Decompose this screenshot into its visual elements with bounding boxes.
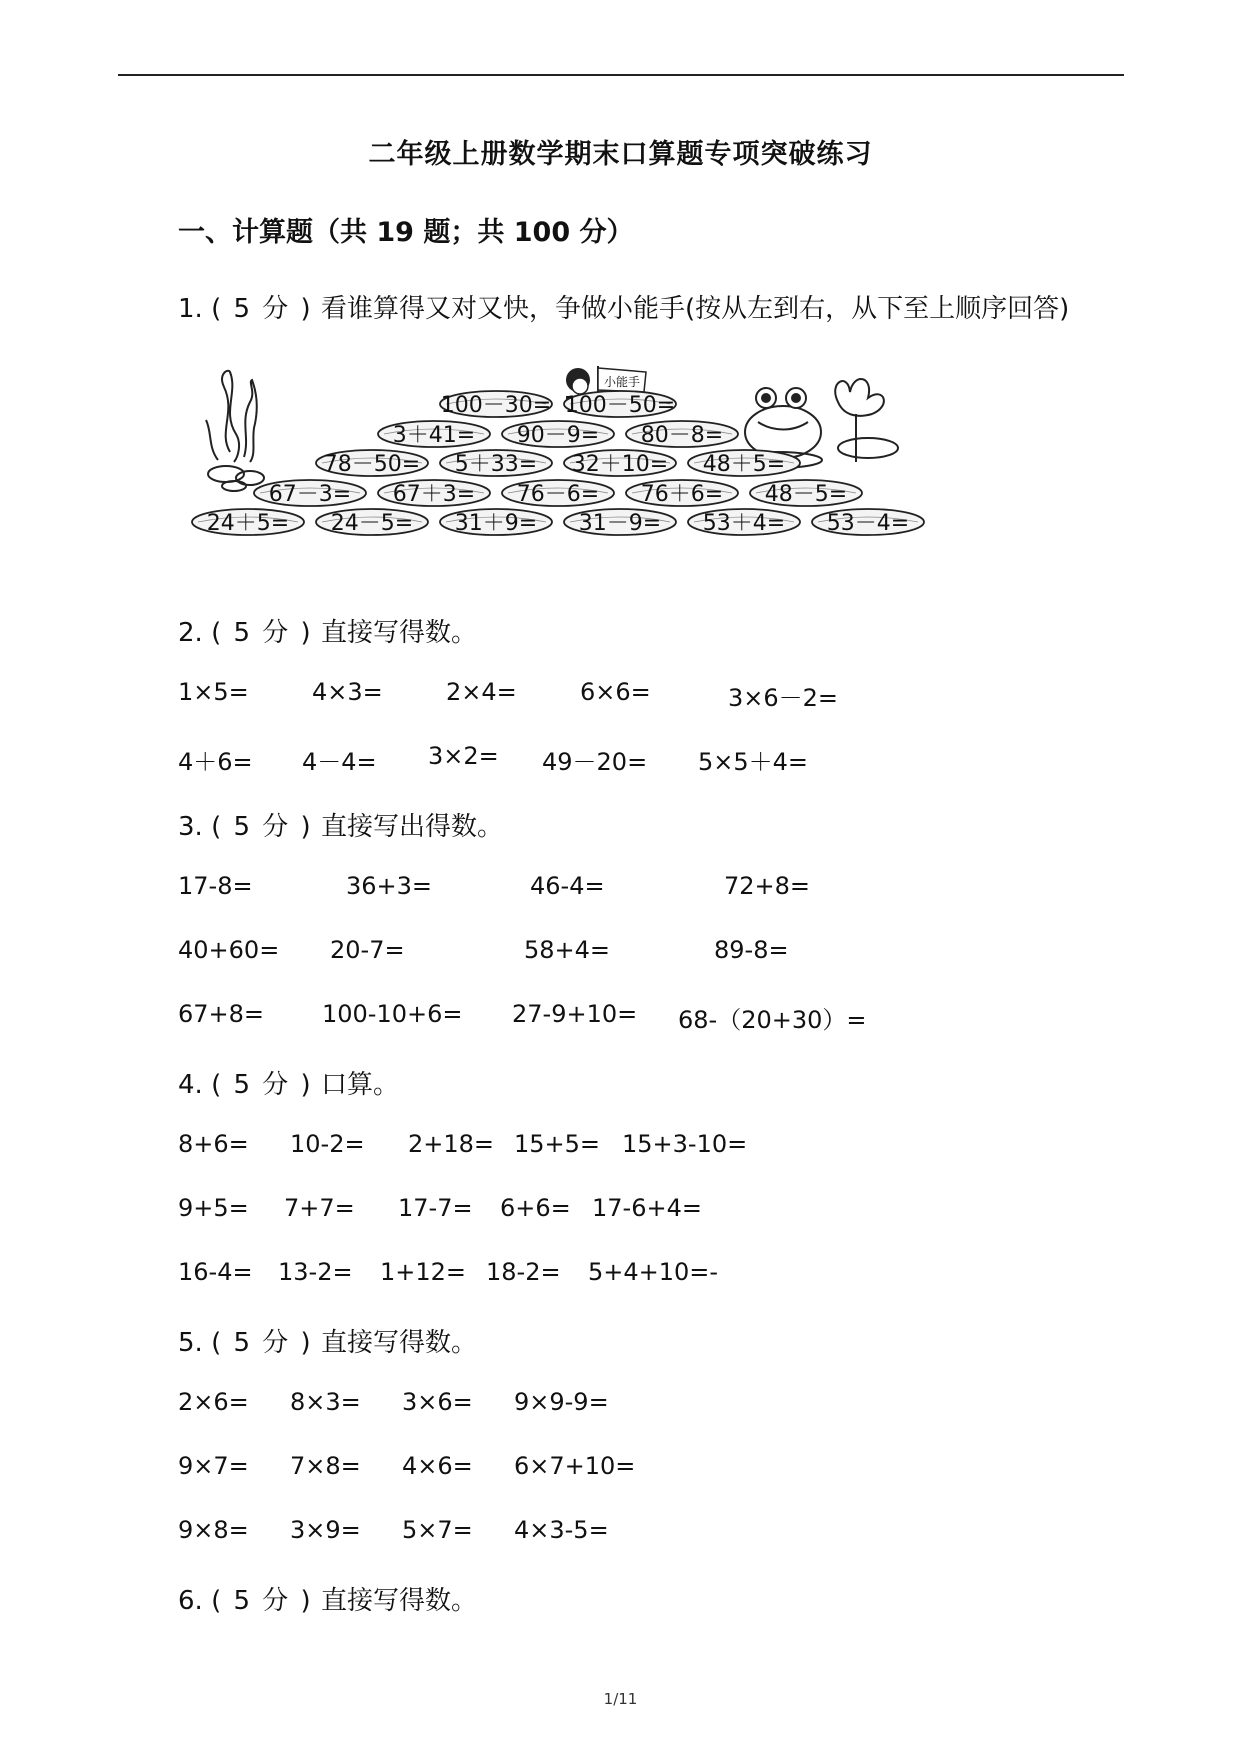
leaf-problem <box>688 450 800 477</box>
leaf-problem <box>378 421 490 448</box>
problem: 4－4= <box>302 748 377 776</box>
leaf-problem-text: 24－5= <box>330 511 414 536</box>
leaf-problem-text: 32＋10= <box>571 452 669 477</box>
question-score: ( 5 分 ) <box>211 618 313 648</box>
problem: 4×6= <box>402 1452 473 1480</box>
problem: 36+3= <box>346 872 433 900</box>
leaf-problem <box>440 391 552 418</box>
problem: 13-2= <box>278 1258 353 1286</box>
problem: 40+60= <box>178 936 280 964</box>
leaf-problem <box>564 391 676 418</box>
problem-row <box>0 1130 1241 1166</box>
problem: 1+12= <box>380 1258 467 1286</box>
question-text: 直接写得数。 <box>320 618 477 648</box>
leaf-problem <box>254 480 366 507</box>
question-number: 2. <box>178 618 203 648</box>
leaf-pyramid-illustration <box>178 362 938 580</box>
question-number: 1. <box>178 294 203 324</box>
problem-row <box>0 936 1241 972</box>
question-4 <box>178 1064 399 1101</box>
leaf-problem-text: 31＋9= <box>454 511 538 536</box>
leaf-problem <box>812 509 924 536</box>
leaf-problem-text: 48＋5= <box>702 452 786 477</box>
problem-row <box>0 1258 1241 1294</box>
problem: 2×4= <box>446 678 517 706</box>
leaf-problem-text: 53＋4= <box>702 511 786 536</box>
problem: 89-8= <box>714 936 789 964</box>
problem: 8+6= <box>178 1130 249 1158</box>
problem: 72+8= <box>724 872 811 900</box>
leaf-problem-text: 3＋41= <box>392 423 476 448</box>
problem: 16-4= <box>178 1258 253 1286</box>
problem: 3×2= <box>428 742 499 770</box>
problem: 17-6+4= <box>592 1194 702 1222</box>
problem: 18-2= <box>486 1258 561 1286</box>
leaf-problem-text: 80－8= <box>640 423 724 448</box>
leaf-problem <box>440 450 552 477</box>
seaweed-icon <box>206 371 264 491</box>
problem: 10-2= <box>290 1130 365 1158</box>
problem: 58+4= <box>524 936 611 964</box>
question-number: 5. <box>178 1328 203 1358</box>
leaf-problem <box>750 480 862 507</box>
flag-label: 小能手 <box>603 375 641 389</box>
leaf-problem-text: 76－6= <box>516 482 600 507</box>
problem: 9×7= <box>178 1452 249 1480</box>
leaf-problem-text: 31－9= <box>578 511 662 536</box>
problem: 7+7= <box>284 1194 355 1222</box>
leaf-problem-text: 100－30= <box>440 393 552 418</box>
leaf-problem-text: 76＋6= <box>640 482 724 507</box>
problem-row <box>0 742 1241 778</box>
leaf-problem-text: 48－5= <box>764 482 848 507</box>
problem: 9×8= <box>178 1516 249 1544</box>
problem: 17-7= <box>398 1194 473 1222</box>
problem: 6+6= <box>500 1194 571 1222</box>
question-score: ( 5 分 ) <box>211 1328 313 1358</box>
question-text: 直接写得数。 <box>320 1328 477 1358</box>
leaf-problem-text: 67－3= <box>268 482 352 507</box>
problem: 27-9+10= <box>512 1000 638 1028</box>
page-number: 1/11 <box>603 1690 638 1708</box>
problem: 20-7= <box>330 936 405 964</box>
problem: 9+5= <box>178 1194 249 1222</box>
leaf-problem-text: 24＋5= <box>206 511 290 536</box>
problem: 100-10+6= <box>322 1000 463 1028</box>
top-rule <box>118 74 1124 76</box>
question-number: 6. <box>178 1586 203 1616</box>
leaf-problem-text: 90－9= <box>516 423 600 448</box>
question-number: 3. <box>178 812 203 842</box>
problem-row <box>0 872 1241 908</box>
problem: 2×6= <box>178 1388 249 1416</box>
leaf-problem-text: 5＋33= <box>454 452 538 477</box>
leaf-problem-text: 53－4= <box>826 511 910 536</box>
problem: 2+18= <box>408 1130 495 1158</box>
problem: 4＋6= <box>178 748 253 776</box>
problem: 5×7= <box>402 1516 473 1544</box>
leaf-problem <box>564 450 676 477</box>
problem: 8×3= <box>290 1388 361 1416</box>
problem: 6×7+10= <box>514 1452 636 1480</box>
question-2 <box>178 612 477 649</box>
problem: 15+5= <box>514 1130 601 1158</box>
leaf-problem <box>378 480 490 507</box>
problem: 4×3-5= <box>514 1516 609 1544</box>
question-text: 口算。 <box>320 1070 399 1100</box>
problem: 15+3-10= <box>622 1130 748 1158</box>
leaf-problem <box>564 509 676 536</box>
leaf-problem <box>440 509 552 536</box>
leaf-problem <box>688 509 800 536</box>
problem: 67+8= <box>178 1000 265 1028</box>
question-text: 直接写得数。 <box>320 1586 477 1616</box>
leaf-problem <box>502 421 614 448</box>
problem: 3×6－2= <box>728 684 839 712</box>
question-text: 看谁算得又对又快，争做小能手(按从左到右，从下至上顺序回答) <box>320 294 1070 324</box>
question-6 <box>178 1580 477 1617</box>
leaf-problem-text: 100－50= <box>564 393 676 418</box>
problem: 17-8= <box>178 872 253 900</box>
problem: 46-4= <box>530 872 605 900</box>
section-heading: 一、计算题（共 19 题；共 100 分） <box>178 217 634 248</box>
problem: 9×9-9= <box>514 1388 609 1416</box>
question-score: ( 5 分 ) <box>211 1070 313 1100</box>
problem: 4×3= <box>312 678 383 706</box>
leaf-problem <box>626 480 738 507</box>
problem: 5+4+10=- <box>588 1258 719 1286</box>
problem: 3×6= <box>402 1388 473 1416</box>
problem: 1×5= <box>178 678 249 706</box>
problem-row <box>0 1388 1241 1424</box>
problem-row <box>0 1516 1241 1552</box>
leaf-problem <box>192 509 304 536</box>
leaf-problem-text: 78－50= <box>323 452 421 477</box>
question-5 <box>178 1322 477 1359</box>
question-score: ( 5 分 ) <box>211 812 313 842</box>
leaf-problem <box>502 480 614 507</box>
problem: 7×8= <box>290 1452 361 1480</box>
problem: 68-（20+30）= <box>678 1006 867 1034</box>
question-score: ( 5 分 ) <box>211 1586 313 1616</box>
problem: 49－20= <box>542 748 648 776</box>
question-score: ( 5 分 ) <box>211 294 313 324</box>
problem-row <box>0 1000 1241 1036</box>
question-1 <box>178 288 1069 325</box>
leaf-problem-text: 67＋3= <box>392 482 476 507</box>
question-number: 4. <box>178 1070 203 1100</box>
problem: 6×6= <box>580 678 651 706</box>
leaf-problem <box>626 421 738 448</box>
problem: 3×9= <box>290 1516 361 1544</box>
problem: 5×5＋4= <box>698 748 809 776</box>
problem-row <box>0 1194 1241 1230</box>
question-3 <box>178 806 503 843</box>
page-title: 二年级上册数学期末口算题专项突破练习 <box>368 139 873 170</box>
problem-row <box>0 1452 1241 1488</box>
question-text: 直接写出得数。 <box>320 812 503 842</box>
leaf-problem <box>316 509 428 536</box>
leaf-problem <box>316 450 428 477</box>
problem-row <box>0 678 1241 714</box>
